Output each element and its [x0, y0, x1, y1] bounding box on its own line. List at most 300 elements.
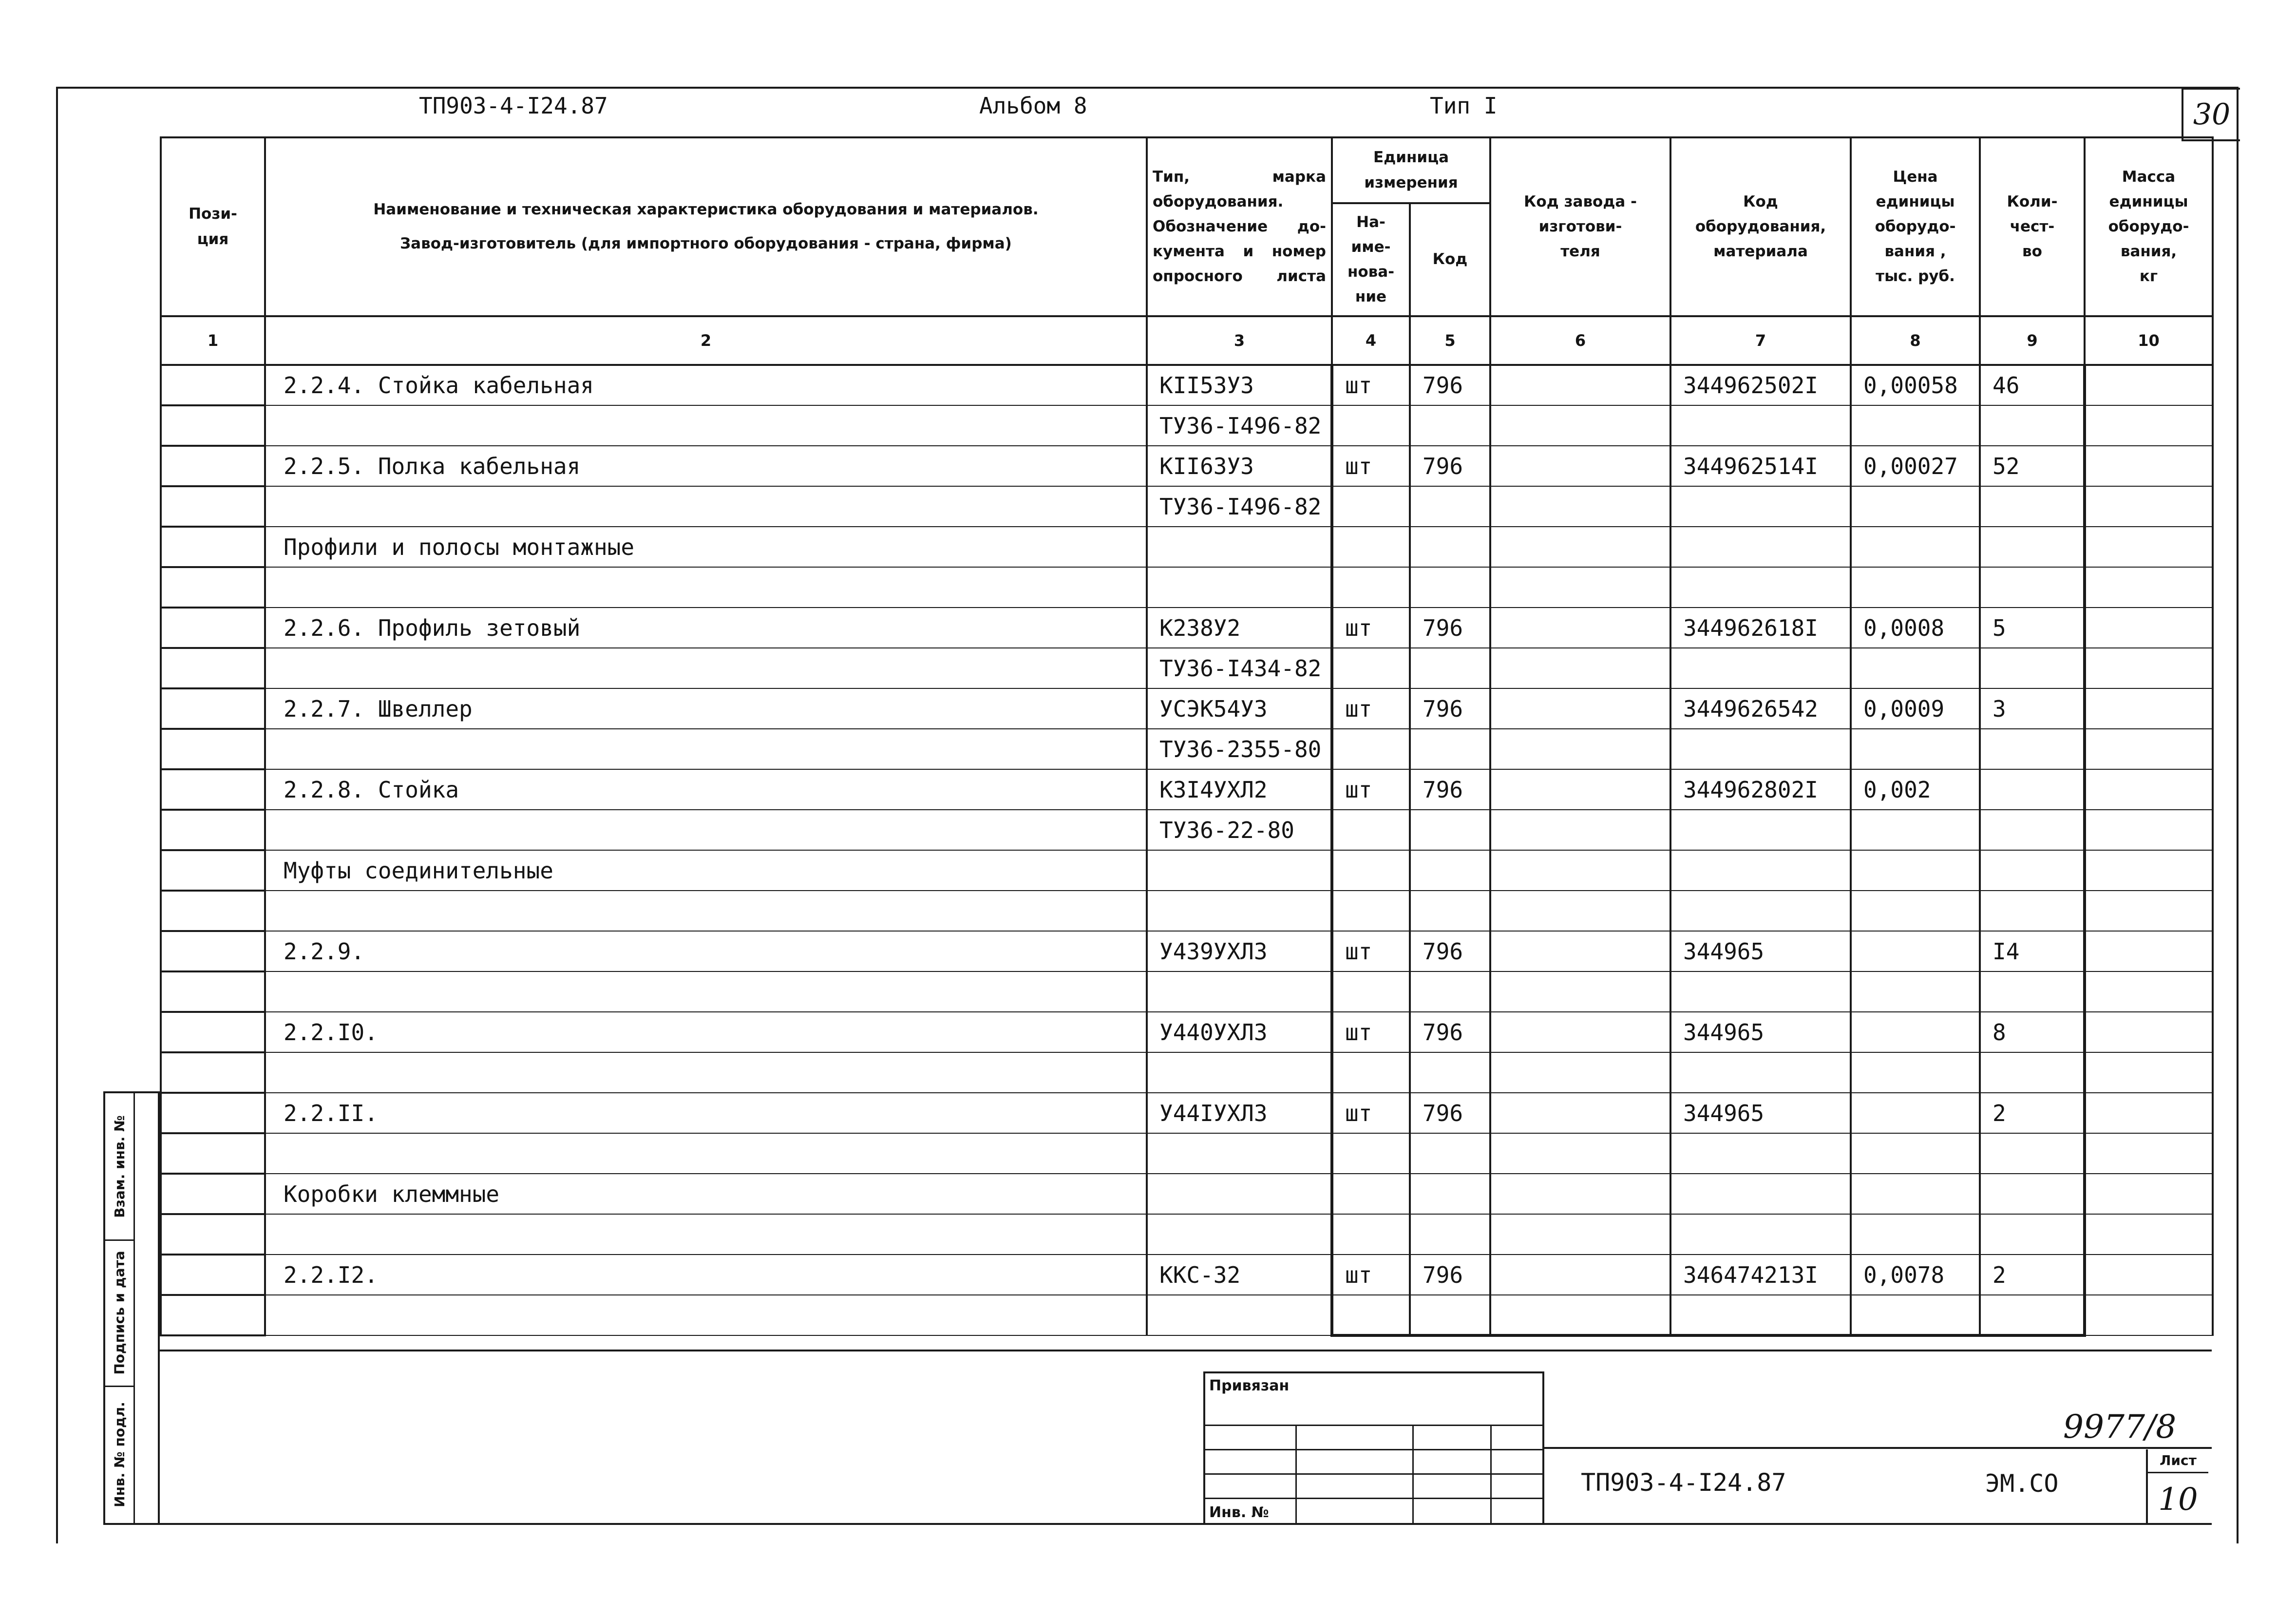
cell-equipment-code: 344965 — [1670, 931, 1851, 971]
col-unit-group-header: Единица измерения — [1332, 137, 1490, 203]
cell-plant-code — [1490, 648, 1670, 688]
cell-position — [161, 405, 265, 446]
cell-price: 0,0008 — [1851, 608, 1980, 648]
cell-equipment-code — [1670, 1133, 1851, 1174]
cell-type: У440УХЛ3 — [1147, 1012, 1332, 1052]
handwritten-code: 9977/8 — [2063, 1408, 2177, 1446]
cell-price — [1851, 527, 1980, 567]
cell-name: 2.2.4. Стойка кабельная — [265, 365, 1147, 405]
cell-unit-code — [1410, 486, 1490, 527]
cell-unit: шт — [1332, 446, 1410, 486]
cell-mass — [2085, 891, 2213, 931]
cell-position — [161, 971, 265, 1012]
cell-position — [161, 446, 265, 486]
cell-quantity — [1980, 1133, 2085, 1174]
col-name-header: Наименование и техническая характеристика оборудования и материалов. Завод-изготовитель (для импортного оборудования - страна, фирма) — [265, 137, 1147, 316]
header-doc-code: ТП903-4-I24.87 — [419, 93, 608, 119]
sheet-list-number: 10 — [2158, 1481, 2198, 1518]
cell-name: 2.2.I2. — [265, 1255, 1147, 1295]
colnum-7: 7 — [1670, 316, 1851, 365]
cell-equipment-code — [1670, 1295, 1851, 1335]
cell-position — [161, 931, 265, 971]
cell-unit — [1332, 850, 1410, 891]
corner-sheet-number: 30 — [2182, 88, 2240, 141]
side-stamp — [103, 1091, 160, 1525]
cell-type — [1147, 1052, 1332, 1093]
cell-quantity: 52 — [1980, 446, 2085, 486]
cell-equipment-code — [1670, 1214, 1851, 1255]
cell-plant-code — [1490, 527, 1670, 567]
cell-unit — [1332, 891, 1410, 931]
cell-unit — [1332, 1214, 1410, 1255]
cell-price — [1851, 850, 1980, 891]
cell-quantity — [1980, 1214, 2085, 1255]
cell-position — [161, 1255, 265, 1295]
binding-col-line-1 — [1295, 1425, 1297, 1523]
cell-equipment-code — [1670, 1174, 1851, 1214]
cell-unit: шт — [1332, 608, 1410, 648]
table-row — [161, 486, 2213, 527]
col-price-header: Цена единицы оборудо- вания , тыс. руб. — [1851, 137, 1980, 316]
colnum-1: 1 — [161, 316, 265, 365]
table-row — [161, 567, 2213, 608]
cell-mass — [2085, 729, 2213, 769]
cell-plant-code — [1490, 850, 1670, 891]
binding-stamp — [1203, 1371, 1544, 1525]
colnum-10: 10 — [2085, 316, 2213, 365]
cell-mass — [2085, 850, 2213, 891]
cell-price — [1851, 1012, 1980, 1052]
cell-mass — [2085, 1255, 2213, 1295]
sheet-list-label: Лист — [2148, 1449, 2208, 1473]
cell-unit-code — [1410, 850, 1490, 891]
cell-plant-code — [1490, 405, 1670, 446]
cell-equipment-code — [1670, 891, 1851, 931]
table-row — [161, 365, 2213, 405]
cell-quantity — [1980, 527, 2085, 567]
col-type-header: Тип, марка оборудования. Обозначение до- кумента и номер опросного листа — [1147, 137, 1332, 316]
cell-position — [161, 648, 265, 688]
col-unit-name-header: На- име- нова- ние — [1332, 203, 1410, 316]
cell-quantity — [1980, 810, 2085, 850]
cell-unit: шт — [1332, 931, 1410, 971]
cell-position — [161, 1052, 265, 1093]
header-album: Альбом 8 — [979, 93, 1087, 119]
side-label-replaced-inv: Взам. инв. № — [111, 1115, 128, 1218]
cell-plant-code — [1490, 931, 1670, 971]
cell-position — [161, 365, 265, 405]
table-row — [161, 1052, 2213, 1093]
side-cell-original-inv — [105, 1386, 133, 1523]
cell-mass — [2085, 446, 2213, 486]
cell-name — [265, 891, 1147, 931]
colnum-6: 6 — [1490, 316, 1670, 365]
cell-plant-code — [1490, 446, 1670, 486]
table-row — [161, 405, 2213, 446]
cell-mass — [2085, 1214, 2213, 1255]
table-row — [161, 648, 2213, 688]
cell-unit: шт — [1332, 1255, 1410, 1295]
cell-equipment-code: 344962502I — [1670, 365, 1851, 405]
colnum-4: 4 — [1332, 316, 1410, 365]
title-section-code: ЭМ.СО — [1985, 1469, 2059, 1498]
table-row — [161, 608, 2213, 648]
cell-equipment-code — [1670, 1052, 1851, 1093]
cell-position — [161, 1133, 265, 1174]
cell-position — [161, 1174, 265, 1214]
cell-position — [161, 527, 265, 567]
specification-table — [160, 136, 2214, 1337]
cell-position — [161, 1214, 265, 1255]
cell-unit-code: 796 — [1410, 1012, 1490, 1052]
cell-position — [161, 486, 265, 527]
cell-type: ККС-32 — [1147, 1255, 1332, 1295]
cell-position — [161, 850, 265, 891]
cell-type — [1147, 1295, 1332, 1335]
cell-price — [1851, 1214, 1980, 1255]
cell-type: КII53У3 — [1147, 365, 1332, 405]
side-label-original-inv: Инв. № подл. — [111, 1401, 128, 1507]
cell-name: 2.2.6. Профиль зетовый — [265, 608, 1147, 648]
table-row — [161, 931, 2213, 971]
table-row — [161, 729, 2213, 769]
cell-name — [265, 567, 1147, 608]
cell-price — [1851, 931, 1980, 971]
cell-quantity — [1980, 405, 2085, 446]
colnum-9: 9 — [1980, 316, 2085, 365]
cell-quantity — [1980, 1174, 2085, 1214]
cell-quantity: 46 — [1980, 365, 2085, 405]
cell-position — [161, 769, 265, 810]
frame-top-line — [56, 87, 2239, 89]
cell-equipment-code — [1670, 648, 1851, 688]
cell-price — [1851, 567, 1980, 608]
column-number-row — [161, 316, 2213, 365]
cell-price — [1851, 729, 1980, 769]
cell-equipment-code — [1670, 810, 1851, 850]
cell-equipment-code: 344962514I — [1670, 446, 1851, 486]
cell-plant-code — [1490, 1174, 1670, 1214]
cell-unit-code: 796 — [1410, 365, 1490, 405]
cell-unit-code: 796 — [1410, 608, 1490, 648]
cell-position — [161, 810, 265, 850]
cell-type: УСЭК54У3 — [1147, 688, 1332, 729]
cell-price — [1851, 1295, 1980, 1335]
cell-unit-code — [1410, 891, 1490, 931]
table-row — [161, 688, 2213, 729]
cell-equipment-code: 3449626542 — [1670, 688, 1851, 729]
cell-quantity — [1980, 850, 2085, 891]
frame-right-line — [2237, 87, 2239, 1543]
cell-position — [161, 1295, 265, 1335]
cell-plant-code — [1490, 1093, 1670, 1133]
cell-equipment-code — [1670, 971, 1851, 1012]
cell-equipment-code: 344965 — [1670, 1012, 1851, 1052]
binding-col-line-2 — [1412, 1425, 1414, 1523]
cell-name: 2.2.II. — [265, 1093, 1147, 1133]
frame-left-line — [56, 87, 58, 1543]
cell-unit-code — [1410, 1052, 1490, 1093]
cell-mass — [2085, 931, 2213, 971]
cell-unit-code: 796 — [1410, 1093, 1490, 1133]
table-row — [161, 891, 2213, 931]
cell-mass — [2085, 1133, 2213, 1174]
cell-equipment-code — [1670, 527, 1851, 567]
cell-price — [1851, 1174, 1980, 1214]
cell-mass — [2085, 1174, 2213, 1214]
cell-type: ТУ36-I496-82 — [1147, 405, 1332, 446]
cell-unit-code — [1410, 1133, 1490, 1174]
cell-unit — [1332, 1133, 1410, 1174]
cell-unit — [1332, 527, 1410, 567]
cell-equipment-code — [1670, 486, 1851, 527]
cell-plant-code — [1490, 688, 1670, 729]
cell-price — [1851, 1133, 1980, 1174]
cell-price — [1851, 648, 1980, 688]
cell-type: ТУ36-I496-82 — [1147, 486, 1332, 527]
cell-unit — [1332, 648, 1410, 688]
cell-plant-code — [1490, 365, 1670, 405]
cell-plant-code — [1490, 1012, 1670, 1052]
cell-plant-code — [1490, 891, 1670, 931]
col-equipment-code-header: Код оборудования, материала — [1670, 137, 1851, 316]
cell-position — [161, 688, 265, 729]
cell-name — [265, 1295, 1147, 1335]
col-plant-code-header: Код завода - изготови- теля — [1490, 137, 1670, 316]
cell-mass — [2085, 486, 2213, 527]
cell-name — [265, 1214, 1147, 1255]
table-row — [161, 810, 2213, 850]
cell-type — [1147, 1133, 1332, 1174]
header-type: Тип I — [1430, 93, 1498, 119]
header-row-1 — [161, 137, 2213, 203]
cell-unit-code: 796 — [1410, 688, 1490, 729]
cell-type — [1147, 850, 1332, 891]
cell-plant-code — [1490, 1214, 1670, 1255]
cell-plant-code — [1490, 1133, 1670, 1174]
cell-type: У44IУХЛ3 — [1147, 1093, 1332, 1133]
cell-plant-code — [1490, 608, 1670, 648]
binding-row-line-3 — [1205, 1473, 1542, 1475]
table-row — [161, 1133, 2213, 1174]
table-row — [161, 769, 2213, 810]
colnum-3: 3 — [1147, 316, 1332, 365]
binding-inventory-label: Инв. № — [1209, 1504, 1269, 1521]
table-row — [161, 850, 2213, 891]
cell-quantity — [1980, 891, 2085, 931]
cell-name — [265, 1052, 1147, 1093]
cell-mass — [2085, 648, 2213, 688]
table-row — [161, 1214, 2213, 1255]
cell-plant-code — [1490, 1052, 1670, 1093]
cell-name: 2.2.8. Стойка — [265, 769, 1147, 810]
cell-mass — [2085, 527, 2213, 567]
cell-mass — [2085, 1093, 2213, 1133]
cell-quantity: 2 — [1980, 1093, 2085, 1133]
cell-price: 0,00058 — [1851, 365, 1980, 405]
cell-unit-code — [1410, 1174, 1490, 1214]
cell-plant-code — [1490, 810, 1670, 850]
binding-row-line-1 — [1205, 1425, 1542, 1426]
cell-name: 2.2.5. Полка кабельная — [265, 446, 1147, 486]
cell-unit-code: 796 — [1410, 446, 1490, 486]
table-row — [161, 1295, 2213, 1335]
cell-position — [161, 1012, 265, 1052]
cell-name: Профили и полосы монтажные — [265, 527, 1147, 567]
cell-type: ТУ36-22-80 — [1147, 810, 1332, 850]
table-row — [161, 971, 2213, 1012]
cell-price — [1851, 1093, 1980, 1133]
colnum-5: 5 — [1410, 316, 1490, 365]
cell-unit — [1332, 1052, 1410, 1093]
cell-mass — [2085, 567, 2213, 608]
col-quantity-header: Коли- чест- во — [1980, 137, 2085, 316]
cell-quantity — [1980, 769, 2085, 810]
cell-type — [1147, 567, 1332, 608]
cell-name — [265, 971, 1147, 1012]
cell-unit — [1332, 1295, 1410, 1335]
table-row — [161, 527, 2213, 567]
cell-unit-code: 796 — [1410, 769, 1490, 810]
cell-mass — [2085, 405, 2213, 446]
cell-price: 0,0078 — [1851, 1255, 1980, 1295]
cell-quantity: 3 — [1980, 688, 2085, 729]
cell-unit-code — [1410, 810, 1490, 850]
cell-unit: шт — [1332, 1093, 1410, 1133]
cell-equipment-code — [1670, 850, 1851, 891]
cell-type — [1147, 1174, 1332, 1214]
cell-name — [265, 405, 1147, 446]
cell-plant-code — [1490, 1295, 1670, 1335]
cell-equipment-code: 346474213I — [1670, 1255, 1851, 1295]
cell-plant-code — [1490, 769, 1670, 810]
cell-unit-code: 796 — [1410, 1255, 1490, 1295]
table-row — [161, 446, 2213, 486]
cell-unit: шт — [1332, 1012, 1410, 1052]
cell-quantity: 2 — [1980, 1255, 2085, 1295]
cell-equipment-code — [1670, 729, 1851, 769]
cell-unit: шт — [1332, 688, 1410, 729]
cell-price — [1851, 1052, 1980, 1093]
cell-name: 2.2.9. — [265, 931, 1147, 971]
cell-unit-code — [1410, 1214, 1490, 1255]
cell-unit: шт — [1332, 365, 1410, 405]
cell-type: К238У2 — [1147, 608, 1332, 648]
cell-quantity — [1980, 486, 2085, 527]
cell-quantity — [1980, 1295, 2085, 1335]
cell-position — [161, 608, 265, 648]
cell-unit-code — [1410, 527, 1490, 567]
col-mass-header: Масса единицы оборудо- вания, кг — [2085, 137, 2213, 316]
cell-type: К3I4УХЛ2 — [1147, 769, 1332, 810]
cell-type: У439УХЛ3 — [1147, 931, 1332, 971]
cell-mass — [2085, 688, 2213, 729]
binding-col-line-3 — [1490, 1425, 1492, 1523]
cell-quantity: I4 — [1980, 931, 2085, 971]
cell-mass — [2085, 810, 2213, 850]
cell-price — [1851, 971, 1980, 1012]
cell-quantity — [1980, 971, 2085, 1012]
cell-name — [265, 648, 1147, 688]
cell-type: ТУ36-2355-80 — [1147, 729, 1332, 769]
cell-unit-code — [1410, 648, 1490, 688]
cell-name: 2.2.7. Швеллер — [265, 688, 1147, 729]
cell-price — [1851, 810, 1980, 850]
table-row — [161, 1174, 2213, 1214]
col-position-header: Пози- ция — [161, 137, 265, 316]
cell-mass — [2085, 1012, 2213, 1052]
binding-label: Привязан — [1209, 1377, 1290, 1394]
cell-quantity — [1980, 648, 2085, 688]
cell-unit — [1332, 810, 1410, 850]
cell-quantity — [1980, 1052, 2085, 1093]
cell-plant-code — [1490, 1255, 1670, 1295]
cell-mass — [2085, 1295, 2213, 1335]
cell-name — [265, 486, 1147, 527]
cell-equipment-code — [1670, 567, 1851, 608]
cell-type — [1147, 971, 1332, 1012]
cell-type — [1147, 891, 1332, 931]
side-cell-replaced-inv — [105, 1093, 133, 1241]
cell-unit — [1332, 486, 1410, 527]
cell-unit-code — [1410, 1295, 1490, 1335]
colnum-2: 2 — [265, 316, 1147, 365]
cell-unit — [1332, 405, 1410, 446]
cell-mass — [2085, 365, 2213, 405]
col-unit-code-header: Код — [1410, 203, 1490, 316]
colnum-8: 8 — [1851, 316, 1980, 365]
cell-unit-code — [1410, 971, 1490, 1012]
cell-unit — [1332, 567, 1410, 608]
cell-price — [1851, 891, 1980, 931]
table-row — [161, 1093, 2213, 1133]
cell-mass — [2085, 1052, 2213, 1093]
cell-price: 0,0009 — [1851, 688, 1980, 729]
cell-position — [161, 1093, 265, 1133]
cell-position — [161, 567, 265, 608]
cell-unit-code — [1410, 729, 1490, 769]
cell-name: Муфты соединительные — [265, 850, 1147, 891]
cell-mass — [2085, 769, 2213, 810]
cell-name — [265, 810, 1147, 850]
title-code-block — [1544, 1447, 2212, 1525]
cell-position — [161, 891, 265, 931]
cell-plant-code — [1490, 729, 1670, 769]
sheet-list-box — [2146, 1449, 2208, 1525]
cell-mass — [2085, 971, 2213, 1012]
cell-plant-code — [1490, 971, 1670, 1012]
cell-unit — [1332, 729, 1410, 769]
cell-mass — [2085, 608, 2213, 648]
cell-name — [265, 1133, 1147, 1174]
cell-equipment-code — [1670, 405, 1851, 446]
cell-equipment-code: 344962802I — [1670, 769, 1851, 810]
cell-unit-code — [1410, 405, 1490, 446]
cell-price: 0,00027 — [1851, 446, 1980, 486]
cell-type — [1147, 1214, 1332, 1255]
cell-price: 0,002 — [1851, 769, 1980, 810]
cell-plant-code — [1490, 486, 1670, 527]
cell-price — [1851, 486, 1980, 527]
cell-quantity: 8 — [1980, 1012, 2085, 1052]
cell-unit-code: 796 — [1410, 931, 1490, 971]
cell-name: 2.2.I0. — [265, 1012, 1147, 1052]
cell-plant-code — [1490, 567, 1670, 608]
cell-equipment-code: 344962618I — [1670, 608, 1851, 648]
specification-body — [161, 365, 2213, 1335]
binding-row-line-4 — [1205, 1498, 1542, 1499]
side-label-signature-date: Подпись и дата — [111, 1250, 128, 1375]
